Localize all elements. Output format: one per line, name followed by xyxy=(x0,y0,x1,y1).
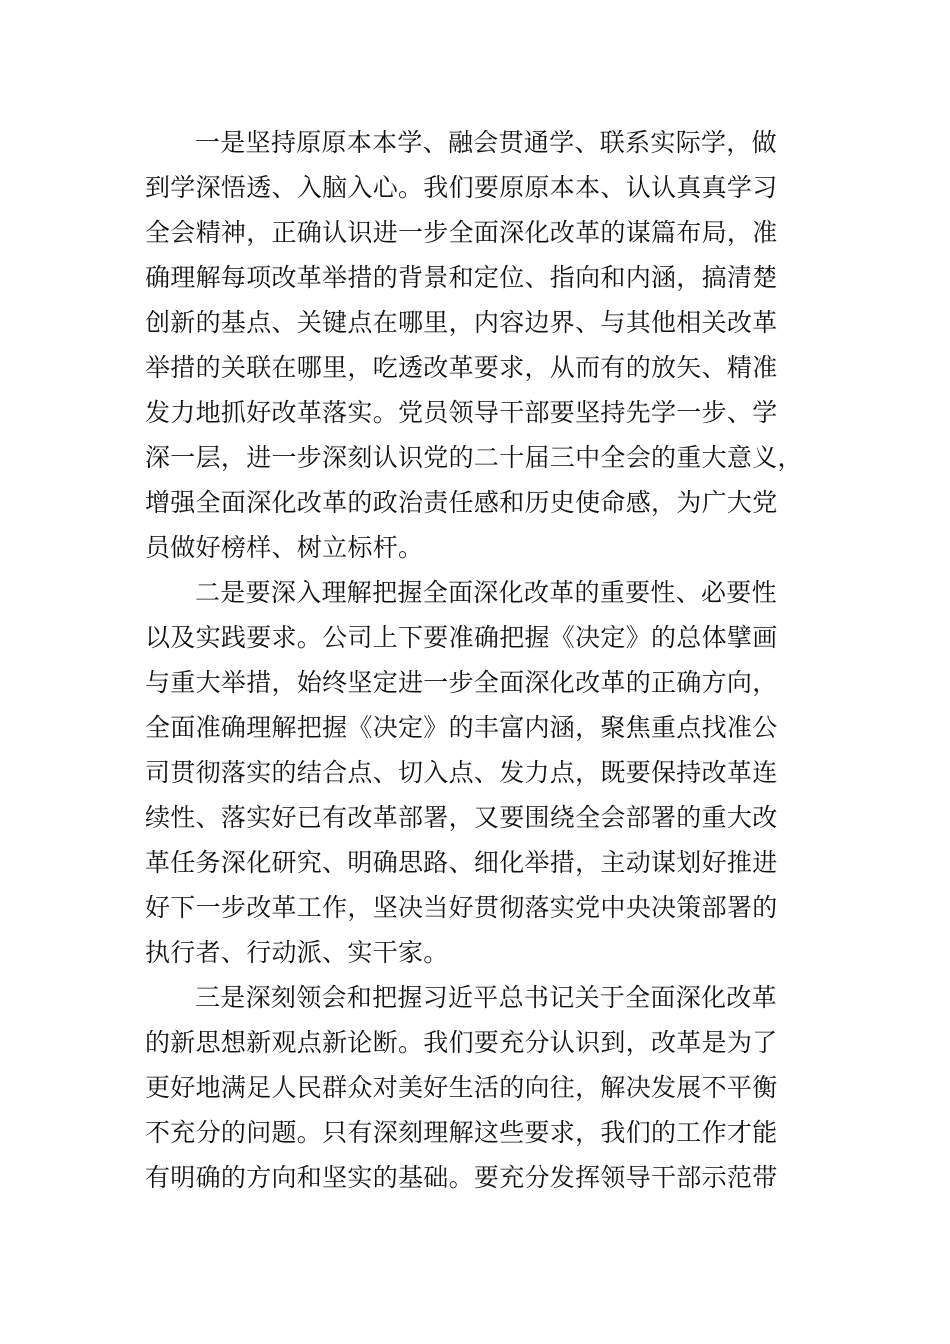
text-line: 员做好榜样、树立标杆。 xyxy=(145,533,424,562)
text-line: 全面准确理解把握《决定》的丰富内涵，聚焦重点找准公 xyxy=(145,713,778,742)
text-line: 确理解每项改革举措的背景和定位、指向和内涵，搞清楚 xyxy=(145,263,778,292)
text-line: 深一层，进一步深刻认识党的二十届三中全会的重大意义， xyxy=(145,443,803,472)
text-line: 不充分的问题。只有深刻理解这些要求，我们的工作才能 xyxy=(145,1118,778,1147)
text-line: 执行者、行动派、实干家。 xyxy=(145,938,449,967)
text-line: 的新思想新观点新论断。我们要充分认识到，改革是为了 xyxy=(145,1028,778,1057)
text-line: 二是要深入理解把握全面深化改革的重要性、必要性 xyxy=(195,578,777,607)
paragraph-3 xyxy=(145,975,810,1200)
text-line: 举措的关联在哪里，吃透改革要求，从而有的放矢、精准 xyxy=(145,353,778,382)
document-body xyxy=(145,120,810,1200)
paragraph-2 xyxy=(145,570,810,975)
text-line: 司贯彻落实的结合点、切入点、发力点，既要保持改革连 xyxy=(145,758,778,787)
paragraph-1 xyxy=(145,120,810,570)
text-line: 更好地满足人民群众对美好生活的向往，解决发展不平衡 xyxy=(145,1073,778,1102)
text-line: 革任务深化研究、明确思路、细化举措，主动谋划好推进 xyxy=(145,848,778,877)
text-line: 到学深悟透、入脑入心。我们要原原本本、认认真真学习 xyxy=(145,173,778,202)
text-line: 好下一步改革工作，坚决当好贯彻落实党中央决策部署的 xyxy=(145,893,778,922)
text-line: 以及实践要求。公司上下要准确把握《决定》的总体擘画 xyxy=(145,623,778,652)
text-line: 增强全面深化改革的政治责任感和历史使命感，为广大党 xyxy=(145,488,778,517)
text-line: 三是深刻领会和把握习近平总书记关于全面深化改革 xyxy=(195,983,777,1012)
text-line: 发力地抓好改革落实。党员领导干部要坚持先学一步、学 xyxy=(145,398,778,427)
text-line: 创新的基点、关键点在哪里，内容边界、与其他相关改革 xyxy=(145,308,778,337)
text-line: 全会精神，正确认识进一步全面深化改革的谋篇布局，准 xyxy=(145,218,778,247)
text-line: 一是坚持原原本本学、融会贯通学、联系实际学，做 xyxy=(195,128,777,157)
text-line: 续性、落实好已有改革部署，又要围绕全会部署的重大改 xyxy=(145,803,778,832)
text-line: 与重大举措，始终坚定进一步全面深化改革的正确方向， xyxy=(145,668,778,697)
text-line: 有明确的方向和坚实的基础。要充分发挥领导干部示范带 xyxy=(145,1163,778,1192)
